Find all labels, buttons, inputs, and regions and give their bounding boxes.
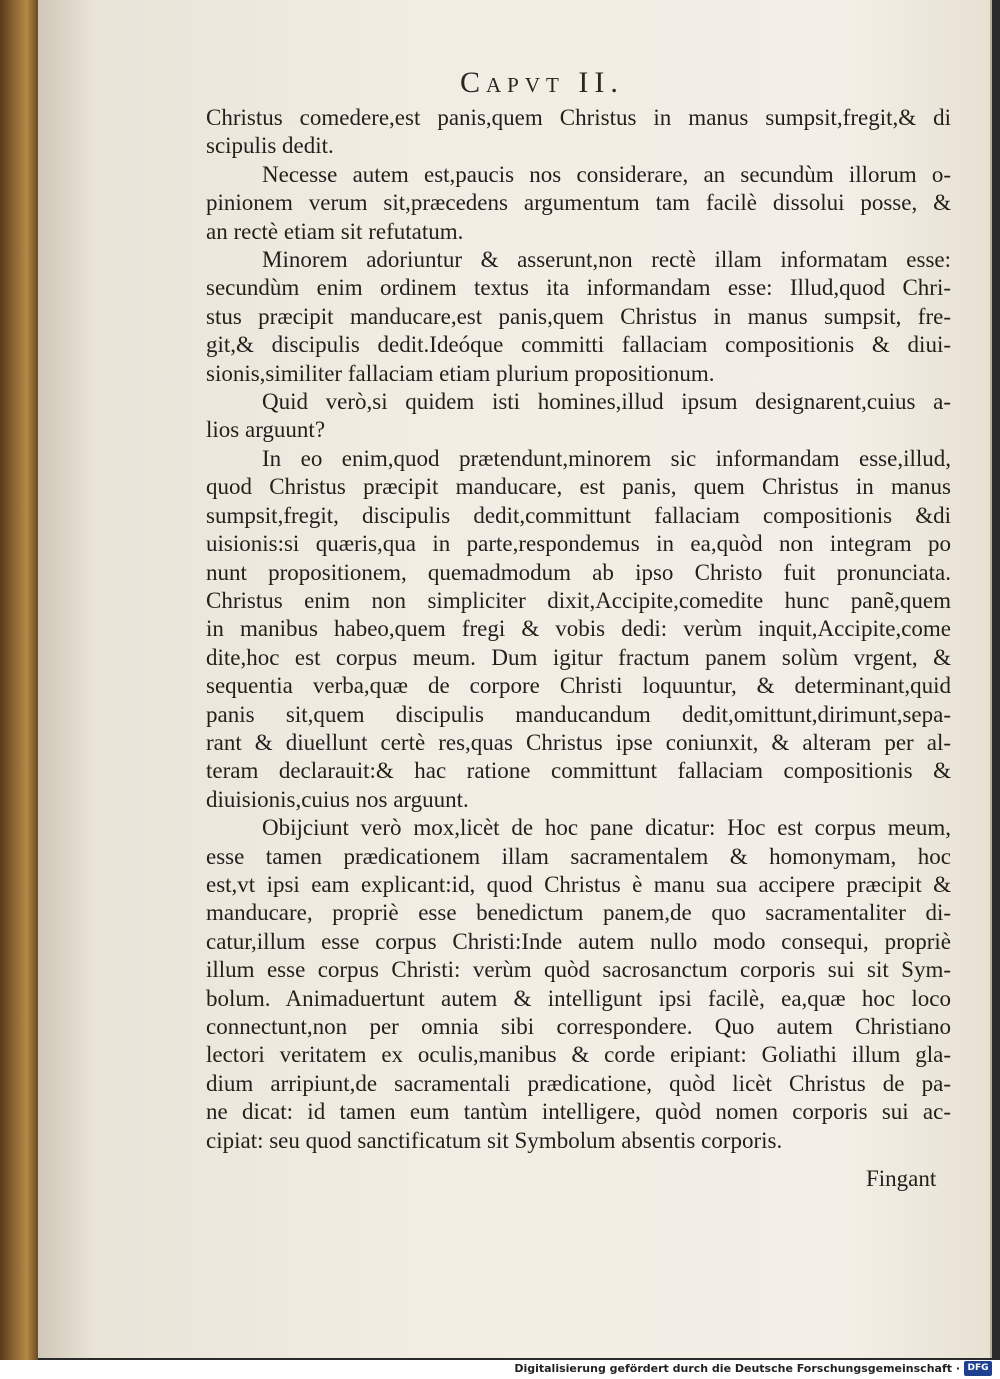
- text-line: panis sit,quem discipulis manducandum dedit,omittunt,dirimunt,sepa-: [206, 701, 951, 727]
- text-line: sionis,similiter fallaciam etiam plurium propositionum.: [206, 360, 715, 386]
- text-line: dite,hoc est corpus meum. Dum igitur fractum panem solùm vrgent, &: [206, 644, 951, 670]
- text-line: sequentia verba,quæ de corpore Christi loquuntur, & determinant,quid: [206, 673, 951, 699]
- dfg-logo: DFG: [964, 1361, 992, 1376]
- text-line: Minorem adoriuntur & asserunt,non rectè illam informatam esse:: [262, 247, 951, 273]
- text-line: manducare, propriè esse benedictum panem,de quo sacramentaliter di-: [206, 900, 951, 926]
- text-line: cipiat: seu quod sanctificatum sit Symbolum absentis corporis.: [206, 1127, 783, 1153]
- text-line: Quid verò,si quidem isti homines,illud ipsum designarent,cuius a-: [262, 389, 951, 415]
- text-line: lios arguunt?: [206, 417, 326, 443]
- text-line: esse tamen prædicationem illam sacramentalem & homonymam, hoc: [206, 843, 951, 869]
- text-line: in manibus habeo,quem fregi & vobis dedi: verùm inquit,Accipite,come: [206, 616, 951, 642]
- text-line: illum esse corpus Christi: verùm quòd sacrosanctum corporis sui sit Sym-: [206, 957, 951, 983]
- text-line: est,vt ipsi eam explicant:id, quod Christus è manu sua accipere præcipit &: [206, 871, 951, 897]
- text-line: bolum. Animaduertunt autem & intelligunt ipsi facilè, ea,quæ hoc loco: [206, 985, 951, 1011]
- text-line: git,& discipulis dedit.Ideóque committi fallaciam compositionis & diui-: [206, 332, 951, 358]
- running-head: Capvt II.: [460, 66, 624, 99]
- text-line: dium arripiunt,de sacramentali prædicatione, quòd licèt Christus de pa-: [206, 1070, 951, 1096]
- text-line: connectunt,non per omnia sibi correspondere. Quo autem Christiano: [206, 1014, 951, 1039]
- text-line: rant & diuellunt certè res,quas Christus ipse coniunxit, & alteram per al-: [206, 729, 951, 755]
- text-line: Christus comedere,est panis,quem Christus in manus sumpsit,fregit,& di: [206, 105, 951, 130]
- text-line: sumpsit,fregit, discipulis dedit,committunt fallaciam compositionis &di: [206, 502, 951, 528]
- text-line: ne dicat: id tamen eum tantùm intelligere, quòd nomen corporis sui ac-: [206, 1099, 951, 1125]
- footer-credit: Digitalisierung gefördert durch die Deutsche Forschungsgemeinschaft ·: [514, 1362, 960, 1375]
- text-line: In eo enim,quod prætendunt,minorem sic informandam esse,illud,: [262, 445, 951, 471]
- text-line: catur,illum esse corpus Christi:Inde autem nullo modo consequi, propriè: [206, 928, 951, 954]
- text-line: diuisionis,cuius nos arguunt.: [206, 786, 469, 812]
- text-line: scipulis dedit.: [206, 133, 334, 159]
- text-line: lectori veritatem ex oculis,manibus & corde eripiant: Goliathi illum gla-: [206, 1042, 951, 1068]
- text-line: secundùm enim ordinem textus ita informandam esse: Illud,quod Chri-: [206, 275, 951, 301]
- text-line: Obijciunt verò mox,licèt de hoc pane dicatur: Hoc est corpus meum,: [262, 815, 951, 841]
- body-text: [206, 104, 951, 1155]
- text-line: teram declarauit:& hac ratione committunt fallaciam compositionis &: [206, 758, 951, 784]
- catchword: Fingant: [866, 1166, 937, 1191]
- book-edge: [0, 0, 38, 1360]
- text-line: nunt propositionem, quemadmodum ab ipso Christo fuit pronunciata.: [206, 559, 951, 585]
- text-line: an rectè etiam sit refutatum.: [206, 218, 464, 244]
- text-line: pinionem verum sit,præcedens argumentum tam facilè dissolui posse, &: [206, 190, 951, 216]
- text-line: uisionis:si quæris,qua in parte,respondemus in ea,quòd non integram po: [206, 531, 951, 557]
- text-line: Christus enim non simpliciter dixit,Accipite,comedite hunc panẽ,quem: [206, 587, 951, 613]
- text-line: quod Christus præcipit manducare, est panis, quem Christus in manus: [206, 474, 951, 500]
- text-line: stus præcipit manducare,est panis,quem Christus in manus sumpsit, fre-: [206, 303, 951, 329]
- text-line: Necesse autem est,paucis nos considerare, an secundùm illorum o-: [262, 161, 951, 187]
